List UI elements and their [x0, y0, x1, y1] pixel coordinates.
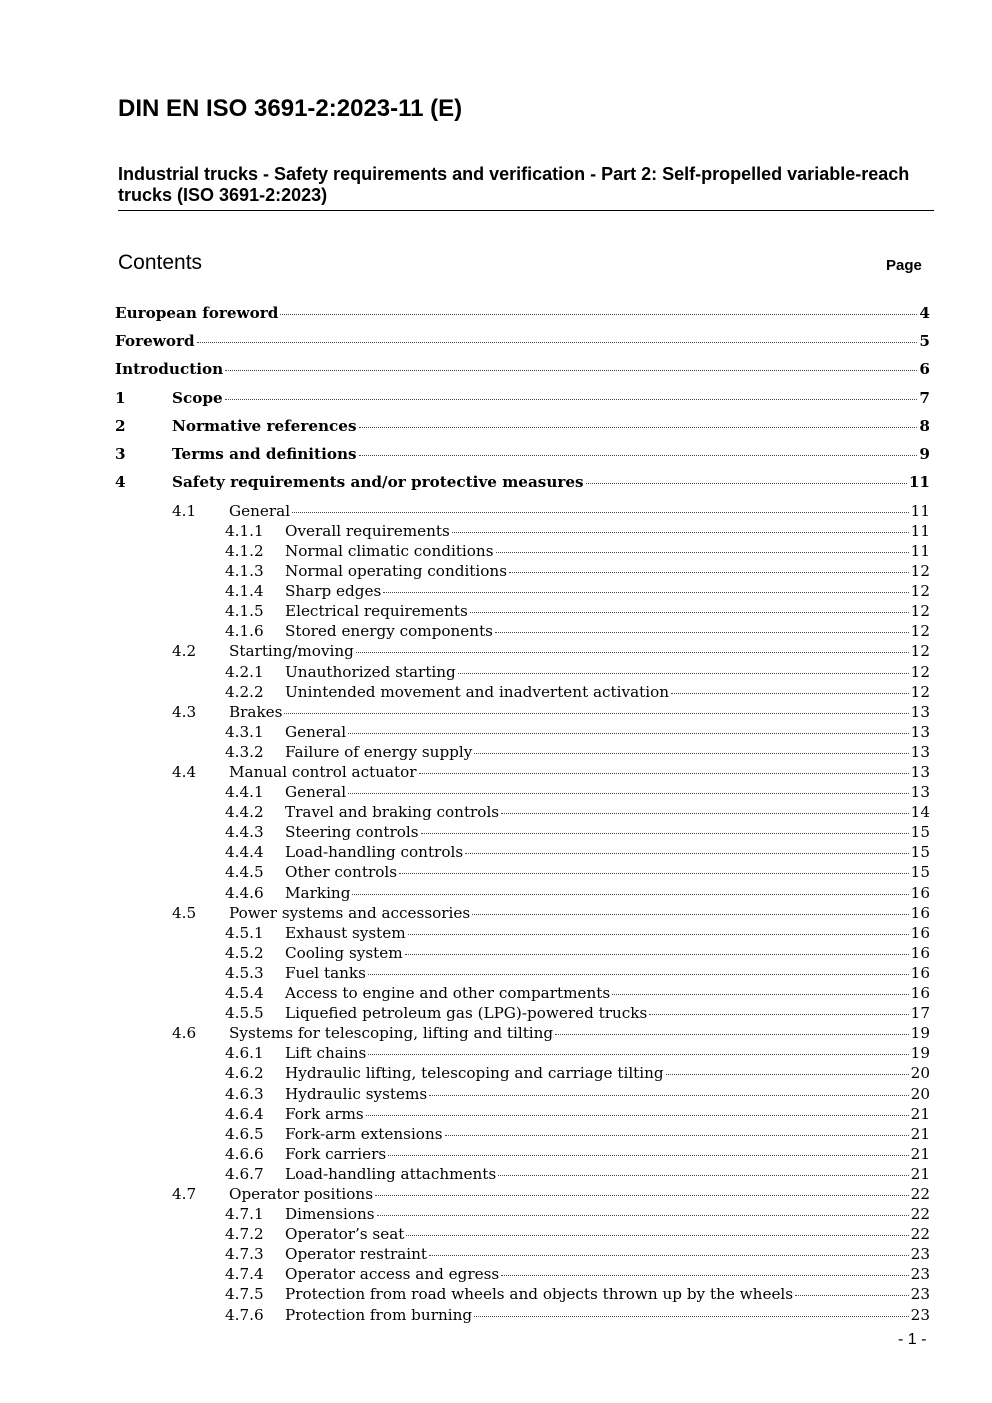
- toc-entry-page: 22: [910, 1205, 930, 1224]
- toc-entry-title: Normal climatic conditions: [285, 541, 494, 560]
- toc-entry-page: 13: [910, 783, 930, 802]
- toc-dot-leader: [225, 370, 917, 371]
- toc-entry-page: 16: [910, 883, 930, 902]
- toc-entry-number: 4.7.4: [225, 1265, 264, 1284]
- toc-entry-number: 4.3.1: [225, 722, 264, 741]
- toc-entry-page: 12: [910, 662, 930, 681]
- toc-entry-title: Failure of energy supply: [285, 742, 473, 761]
- toc-entry[interactable]: [115, 904, 930, 924]
- toc-entry-page: 16: [910, 903, 930, 922]
- toc-entry-title: Starting/moving: [229, 642, 354, 661]
- toc-entry-page: 8: [919, 416, 930, 435]
- toc-entry[interactable]: [115, 1024, 930, 1044]
- toc-entry-page: 13: [910, 763, 930, 781]
- toc-entry-number: 4.6: [172, 1024, 197, 1043]
- toc-dot-leader: [429, 1255, 909, 1256]
- toc-entry-number: 4.3.2: [225, 742, 264, 761]
- toc-entry-title: Lift chains: [285, 1044, 367, 1063]
- toc-entry-page: 22: [910, 1225, 930, 1244]
- toc-entry-number: 4.6.5: [225, 1124, 264, 1143]
- toc-entry-page: 12: [910, 562, 930, 581]
- toc-dot-leader: [399, 873, 909, 874]
- toc-entry-page: 13: [910, 742, 930, 761]
- toc-entry[interactable]: [115, 1225, 930, 1245]
- toc-entry-number: 4.6.7: [225, 1164, 264, 1183]
- toc-dot-leader: [474, 1316, 909, 1317]
- toc-entry-page: 23: [910, 1265, 930, 1284]
- toc-entry-page: 15: [910, 863, 930, 882]
- toc-entry-page: 12: [910, 602, 930, 621]
- toc-dot-leader: [348, 793, 909, 794]
- toc-entry-number: 2: [115, 416, 126, 435]
- toc-entry-number: 4: [115, 473, 126, 492]
- toc-entry-title: Normative references: [172, 416, 357, 435]
- toc-entry-number: 4.4.4: [225, 843, 264, 862]
- toc-entry-page: 16: [910, 923, 930, 942]
- toc-entry-number: 4.1: [172, 501, 197, 520]
- toc-entry[interactable]: [115, 1306, 930, 1326]
- toc-entry-title: Sharp edges: [285, 582, 382, 601]
- toc-entry[interactable]: [115, 964, 930, 984]
- toc-entry-title: Manual control actuator: [229, 763, 417, 781]
- toc-entry[interactable]: [115, 1165, 930, 1185]
- toc-dot-leader: [465, 853, 909, 854]
- toc-entry-page: 21: [910, 1124, 930, 1143]
- toc-entry-title: Introduction: [115, 360, 224, 379]
- toc-entry[interactable]: [115, 783, 930, 803]
- toc-entry[interactable]: [115, 389, 930, 417]
- toc-entry-number: 4.7.1: [225, 1205, 264, 1224]
- toc-entry[interactable]: [115, 502, 930, 522]
- toc-entry-page: 11: [910, 541, 930, 560]
- toc-entry-page: 19: [910, 1024, 930, 1043]
- toc-dot-leader: [496, 552, 909, 553]
- toc-entry-title: Dimensions: [285, 1205, 375, 1224]
- toc-dot-leader: [671, 693, 909, 694]
- toc-entry-title: European foreword: [115, 304, 279, 322]
- toc-entry-title: Hydraulic lifting, telescoping and carriage tilting: [285, 1064, 664, 1083]
- toc-entry-title: Overall requirements: [285, 521, 450, 540]
- toc-dot-leader: [612, 994, 909, 995]
- toc-entry-page: 12: [910, 642, 930, 661]
- toc-entry-title: Other controls: [285, 863, 398, 882]
- toc-dot-leader: [359, 455, 918, 456]
- document-subtitle: Industrial trucks - Safety requirements and verification - Part 2: Self-propelled variable-reach trucks (ISO 3691-2:2023): [118, 164, 910, 205]
- toc-dot-leader: [225, 399, 918, 400]
- toc-dot-leader: [368, 974, 909, 975]
- toc-entry-title: Travel and braking controls: [285, 803, 500, 822]
- toc-entry-title: Operator access and egress: [285, 1265, 500, 1284]
- toc-entry-page: 14: [910, 803, 930, 822]
- toc-dot-leader: [498, 1175, 908, 1176]
- toc-entry-number: 4.2.2: [225, 682, 264, 701]
- toc-entry-number: 4.4.3: [225, 823, 264, 842]
- toc-dot-leader: [284, 713, 908, 714]
- toc-dot-leader: [352, 894, 908, 895]
- toc-dot-leader: [408, 934, 909, 935]
- toc-dot-leader: [452, 532, 909, 533]
- toc-dot-leader: [292, 512, 909, 513]
- toc-entry[interactable]: [115, 1064, 930, 1084]
- toc-entry-page: 4: [919, 304, 930, 322]
- toc-entry[interactable]: [115, 562, 930, 582]
- toc-entry-title: Brakes: [229, 702, 283, 721]
- toc-dot-leader: [501, 813, 909, 814]
- toc-entry[interactable]: [115, 663, 930, 683]
- toc-entry-number: 4.5.4: [225, 984, 264, 1003]
- toc-entry-title: Access to engine and other compartments: [285, 984, 611, 1003]
- page-column-heading: Page: [886, 257, 922, 274]
- toc-entry-number: 4.6.2: [225, 1064, 264, 1083]
- toc-entry-number: 1: [115, 388, 126, 407]
- toc-entry-number: 4.5.3: [225, 963, 264, 982]
- toc-entry-number: 3: [115, 445, 126, 464]
- toc-entry[interactable]: [115, 1145, 930, 1165]
- toc-entry-title: Exhaust system: [285, 923, 406, 942]
- toc-entry[interactable]: [115, 1285, 930, 1305]
- toc-entry-page: 13: [910, 722, 930, 741]
- toc-entry[interactable]: [115, 1245, 930, 1265]
- toc-dot-leader: [470, 612, 909, 613]
- toc-entry[interactable]: [115, 622, 930, 642]
- toc-entry[interactable]: [115, 304, 930, 332]
- toc-entry-page: 12: [910, 682, 930, 701]
- toc-entry-page: 12: [910, 582, 930, 601]
- toc-entry-title: General: [285, 783, 347, 802]
- toc-dot-leader: [445, 1135, 909, 1136]
- toc-entry-number: 4.7.3: [225, 1245, 264, 1264]
- toc-entry[interactable]: [115, 332, 930, 360]
- toc-entry[interactable]: [115, 642, 930, 662]
- toc-entry-page: 16: [910, 963, 930, 982]
- toc-entry[interactable]: [115, 1125, 930, 1145]
- toc-dot-leader: [280, 314, 917, 315]
- toc-entry-number: 4.1.6: [225, 622, 264, 641]
- toc-entry[interactable]: [115, 1044, 930, 1064]
- toc-entry-page: 19: [910, 1044, 930, 1063]
- toc-entry[interactable]: [115, 602, 930, 622]
- toc-entry-title: Protection from road wheels and objects thrown up by the wheels: [285, 1285, 794, 1304]
- toc-entry-number: 4.1.1: [225, 521, 264, 540]
- toc-entry-page: 21: [910, 1104, 930, 1123]
- toc-entry-page: 15: [910, 843, 930, 862]
- toc-dot-leader: [421, 833, 909, 834]
- toc-dot-leader: [555, 1034, 909, 1035]
- toc-entry-number: 4.6.3: [225, 1084, 264, 1103]
- toc-entry-number: 4.6.1: [225, 1044, 264, 1063]
- toc-dot-leader: [383, 592, 908, 593]
- toc-entry-number: 4.4: [172, 763, 197, 781]
- toc-entry-number: 4.1.5: [225, 602, 264, 621]
- toc-entry-title: General: [285, 722, 347, 741]
- toc-dot-leader: [429, 1095, 909, 1096]
- toc-dot-leader: [649, 1014, 908, 1015]
- table-of-contents: [115, 304, 930, 1326]
- toc-dot-leader: [458, 673, 909, 674]
- toc-entry-page: 20: [910, 1064, 930, 1083]
- toc-entry-title: Normal operating conditions: [285, 562, 507, 581]
- toc-entry[interactable]: [115, 863, 930, 883]
- toc-entry-title: Unintended movement and inadvertent activation: [285, 682, 670, 701]
- toc-entry-title: Unauthorized starting: [285, 662, 456, 681]
- toc-dot-leader: [388, 1155, 909, 1156]
- toc-dot-leader: [377, 1215, 909, 1216]
- toc-entry[interactable]: [115, 683, 930, 703]
- toc-entry-title: Safety requirements and/or protective measures: [172, 473, 584, 492]
- toc-entry[interactable]: [115, 843, 930, 863]
- toc-entry-page: 23: [910, 1285, 930, 1304]
- toc-entry-number: 4.6.4: [225, 1104, 264, 1123]
- toc-entry-page: 20: [910, 1084, 930, 1103]
- toc-entry[interactable]: [115, 473, 930, 501]
- toc-entry-page: 16: [910, 943, 930, 962]
- toc-entry-title: General: [229, 501, 291, 520]
- toc-entry-title: Cooling system: [285, 943, 403, 962]
- toc-entry-number: 4.1.4: [225, 582, 264, 601]
- toc-entry-number: 4.1.2: [225, 541, 264, 560]
- toc-entry-title: Protection from burning: [285, 1305, 473, 1324]
- toc-entry[interactable]: [115, 1085, 930, 1105]
- toc-entry-number: 4.5.1: [225, 923, 264, 942]
- toc-entry[interactable]: [115, 944, 930, 964]
- toc-dot-leader: [405, 954, 909, 955]
- toc-dot-leader: [795, 1295, 909, 1296]
- toc-entry-number: 4.5.5: [225, 1004, 264, 1023]
- toc-entry-title: Fork-arm extensions: [285, 1124, 443, 1143]
- toc-entry-number: 4.7.2: [225, 1225, 264, 1244]
- toc-dot-leader: [406, 1235, 908, 1236]
- toc-entry-number: 4.5.2: [225, 943, 264, 962]
- page-number: - 1 -: [898, 1331, 927, 1348]
- toc-entry[interactable]: [115, 417, 930, 445]
- toc-entry-page: 11: [908, 473, 930, 492]
- toc-entry-title: Operator’s seat: [285, 1225, 405, 1244]
- toc-entry-title: Scope: [172, 388, 223, 407]
- toc-entry-page: 23: [910, 1245, 930, 1264]
- toc-dot-leader: [368, 1054, 908, 1055]
- toc-entry-page: 22: [910, 1184, 930, 1203]
- toc-entry[interactable]: [115, 1004, 930, 1024]
- title-divider: [118, 210, 934, 211]
- toc-entry-page: 12: [910, 622, 930, 641]
- toc-entry-number: 4.2.1: [225, 662, 264, 681]
- contents-heading: Contents: [118, 251, 203, 274]
- toc-entry-page: 11: [910, 501, 930, 520]
- toc-entry-number: 4.3: [172, 702, 197, 721]
- toc-entry-title: Stored energy components: [285, 622, 493, 641]
- toc-entry-number: 4.1.3: [225, 562, 264, 581]
- toc-dot-leader: [666, 1074, 909, 1075]
- toc-entry-title: Fork carriers: [285, 1144, 387, 1163]
- toc-dot-leader: [375, 1195, 909, 1196]
- toc-dot-leader: [356, 652, 909, 653]
- toc-dot-leader: [359, 427, 918, 428]
- toc-entry[interactable]: [115, 445, 930, 473]
- toc-entry-title: Foreword: [115, 332, 195, 350]
- toc-entry-title: Operator restraint: [285, 1245, 428, 1264]
- toc-entry-title: Operator positions: [229, 1184, 374, 1203]
- toc-entry-number: 4.5: [172, 903, 197, 922]
- toc-entry[interactable]: [115, 542, 930, 562]
- toc-entry[interactable]: [115, 723, 930, 743]
- toc-entry-page: 7: [919, 388, 930, 407]
- toc-entry[interactable]: [115, 360, 930, 388]
- toc-entry-page: 23: [910, 1305, 930, 1324]
- toc-entry[interactable]: [115, 1205, 930, 1225]
- toc-entry-page: 6: [919, 360, 930, 379]
- toc-entry-page: 16: [910, 984, 930, 1003]
- toc-entry-title: Terms and definitions: [172, 445, 357, 464]
- toc-entry-number: 4.4.5: [225, 863, 264, 882]
- toc-dot-leader: [472, 914, 908, 915]
- toc-entry[interactable]: [115, 884, 930, 904]
- toc-entry-page: 9: [919, 445, 930, 464]
- toc-entry[interactable]: [115, 743, 930, 763]
- toc-entry[interactable]: [115, 924, 930, 944]
- toc-entry[interactable]: [115, 1105, 930, 1125]
- toc-entry-title: Systems for telescoping, lifting and tilting: [229, 1024, 554, 1043]
- toc-entry-title: Steering controls: [285, 823, 419, 842]
- toc-dot-leader: [366, 1115, 909, 1116]
- toc-entry[interactable]: [115, 823, 930, 843]
- toc-entry-page: 17: [910, 1004, 930, 1023]
- toc-entry-number: 4.4.1: [225, 783, 264, 802]
- toc-entry-page: 11: [910, 521, 930, 540]
- toc-dot-leader: [501, 1275, 908, 1276]
- toc-entry-title: Hydraulic systems: [285, 1084, 428, 1103]
- toc-dot-leader: [495, 632, 909, 633]
- toc-entry-number: 4.7.5: [225, 1285, 264, 1304]
- toc-dot-leader: [419, 773, 909, 774]
- toc-entry-number: 4.6.6: [225, 1144, 264, 1163]
- toc-entry-title: Load-handling attachments: [285, 1164, 497, 1183]
- toc-entry-page: 15: [910, 823, 930, 842]
- toc-entry[interactable]: [115, 803, 930, 823]
- toc-entry-title: Marking: [285, 883, 351, 902]
- toc-entry[interactable]: [115, 522, 930, 542]
- toc-entry-number: 4.2: [172, 642, 197, 661]
- toc-entry-page: 5: [919, 332, 930, 350]
- toc-entry-title: Liquefied petroleum gas (LPG)-powered trucks: [285, 1004, 648, 1023]
- toc-entry-number: 4.7: [172, 1184, 197, 1203]
- toc-dot-leader: [474, 753, 908, 754]
- toc-dot-leader: [197, 342, 918, 343]
- toc-entry[interactable]: [115, 763, 930, 783]
- toc-entry-number: 4.4.2: [225, 803, 264, 822]
- toc-entry[interactable]: [115, 1185, 930, 1205]
- toc-entry-page: 21: [910, 1164, 930, 1183]
- toc-entry[interactable]: [115, 984, 930, 1004]
- toc-entry-page: 21: [910, 1144, 930, 1163]
- toc-entry-title: Load-handling controls: [285, 843, 464, 862]
- toc-entry-title: Electrical requirements: [285, 602, 468, 621]
- document-title: DIN EN ISO 3691-2:2023-11 (E): [118, 95, 463, 122]
- toc-entry-page: 13: [910, 702, 930, 721]
- toc-dot-leader: [586, 483, 907, 484]
- toc-entry-number: 4.7.6: [225, 1305, 264, 1324]
- toc-entry[interactable]: [115, 582, 930, 602]
- toc-entry-title: Fuel tanks: [285, 963, 366, 982]
- toc-dot-leader: [509, 572, 909, 573]
- toc-entry[interactable]: [115, 1265, 930, 1285]
- toc-dot-leader: [348, 733, 909, 734]
- toc-entry[interactable]: [115, 703, 930, 723]
- toc-entry-number: 4.4.6: [225, 883, 264, 902]
- toc-entry-title: Fork arms: [285, 1104, 364, 1123]
- toc-entry-title: Power systems and accessories: [229, 903, 471, 922]
